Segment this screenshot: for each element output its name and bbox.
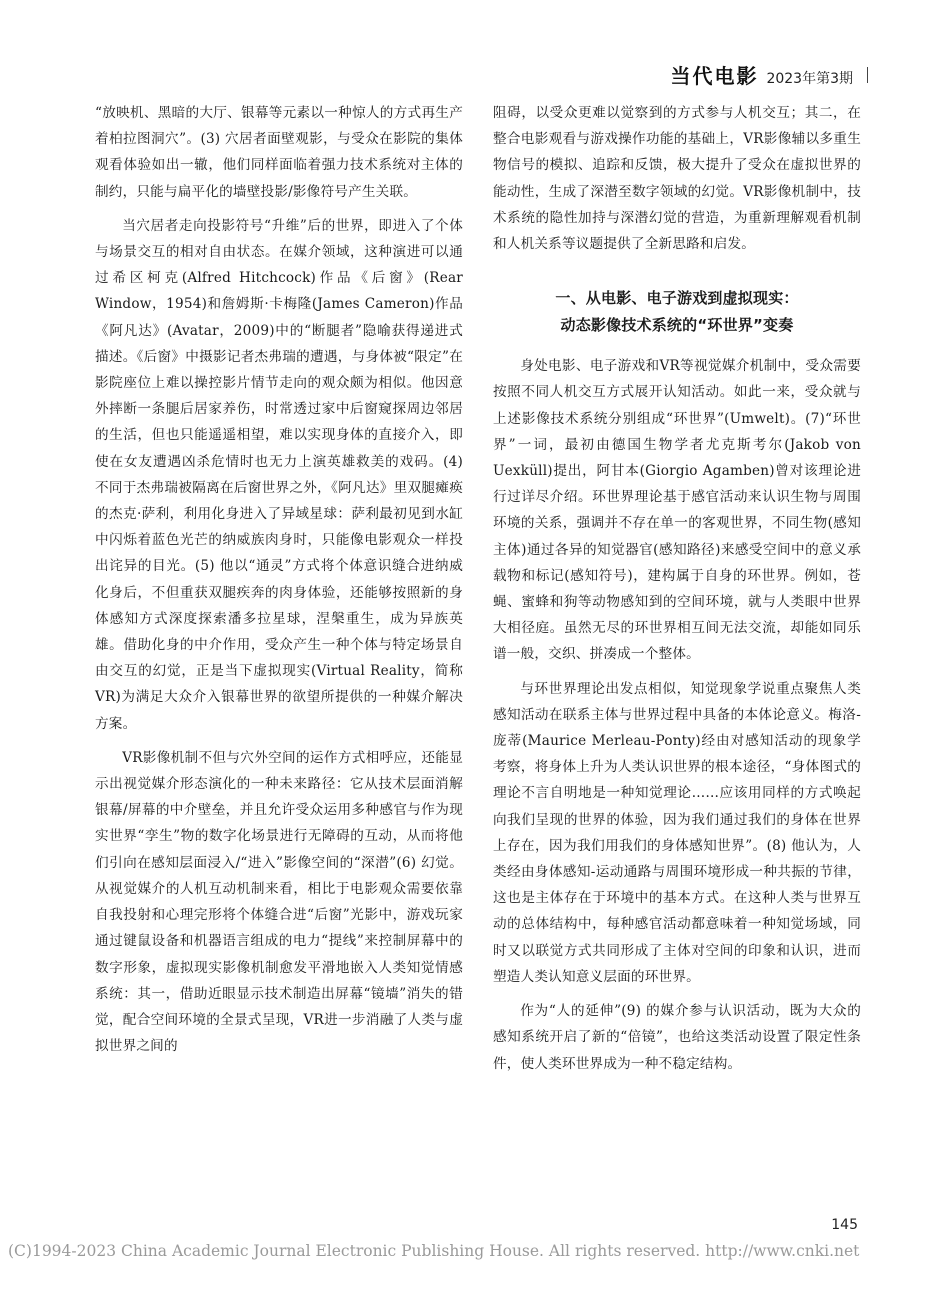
right-column: [493, 100, 861, 1085]
paragraph: 与环世界理论出发点相似，知觉现象学说重点聚焦人类感知活动在联系主体与世界过程中具备的本体论意义。梅洛-庞蒂(Maurice Merleau-Ponty)经由对感知活动的现象学考察，将身体上升为人类认识世界的根本途径，“身体图式的理论不言自明地是一种知觉理论……应该用同样的方式唤起向我们呈现的世界的体验，因为我们通过我们的身体在世界上存在，因为我们用我们的身体感知世界”。(8) 他认为，人类经由身体感知-运动通路与周围环境形成一种共振的节律，这也是主体存在于环境中的基本方式。在这种人类与世界互动的总体结构中，每种感官活动都意味着一种知觉场域，同时又以联觉方式共同形成了主体对空间的印象和认识，进而塑造人类认知意义层面的环世界。: [493, 680, 861, 985]
paragraph: 身处电影、电子游戏和VR等视觉媒介机制中，受众需要按照不同人机交互方式展开认知活动。如此一来，受众就与上述影像技术系统分别组成“环世界”(Umwelt)。(7)“环世界”一词，最初由德国生物学者尤克斯考尔(Jakob von Uexküll)提出，阿甘本(Giorgio Agamben)曾对该理论进行过详尽介绍。环世界理论基于感官活动来认识生物与周围环境的关系，强调并不存在单一的客观世界，不同生物(感知主体)通过各异的知觉器官(感知路径)来感受空间中的意义承载物和标记(感知符号)，建构属于自身的环世界。例如，苍蝇、蜜蜂和狗等动物感知到的空间环境，就与人类眼中世界大相径庭。虽然无尽的环世界相互间无法交流，却能如同乐谱一般，交织、拼凑成一个整体。: [493, 358, 861, 663]
issue-label: 2023年第3期: [766, 71, 853, 87]
paragraph-continuation: 阻碍，以受众更难以觉察到的方式参与人机交互；其二，在整合电影观看与游戏操作功能的基础上，VR影像辅以多重生物信号的模拟、追踪和反馈，极大提升了受众在虚拟世界的能动性，生成了深潜至数字领域的幻觉。VR影像机制中，技术系统的隐性加持与深潜幻觉的营造，为重新理解观看机制和人机关系等议题提供了全新思路和启发。: [493, 105, 861, 253]
paragraph: 当穴居者走向投影符号“升维”后的世界，即进入了个体与场景交互的相对自由状态。在媒介领域，这种演进可以通过希区柯克(Alfred Hitchcock)作品《后窗》(Rear Window，1954)和詹姆斯·卡梅隆(James Cameron)作品《阿凡达》(Avatar，2009)中的“断腿者”隐喻获得递进式描述。《后窗》中摄影记者杰弗瑞的遭遇，与身体被“限定”在影院座位上难以操控影片情节走向的观众颇为相似。他因意外摔断一条腿后居家养伤，时常透过家中后窗窥探周边邻居的生活，但也只能遥遥相望，难以实现身体的直接介入，即使在女友遭遇凶杀危情时也无力上演英雄救美的戏码。(4) 不同于杰弗瑞被隔离在后窗世界之外，《阿凡达》里双腿瘫痪的杰克·萨利，利用化身进入了异域星球：萨利最初见到水缸中闪烁着蓝色光芒的纳威族肉身时，只能像电影观众一样投出诧异的目光。(5) 他以“通灵”方式将个体意识缝合进纳威化身后，不但重获双腿疾奔的肉身体验，还能够按照新的身体感知方式深度探索潘多拉星球，涅槃重生，成为异族英雄。借助化身的中介作用，受众产生一种个体与特定场景自由交互的幻觉，正是当下虚拟现实(Virtual Reality，简称VR)为满足大众介入银幕世界的欲望所提供的一种媒介解决方案。: [95, 217, 463, 732]
paragraph: 作为“人的延伸”(9) 的媒介参与认识活动，既为大众的感知系统开启了新的“倍镜”，也给这类活动设置了限定性条件，使人类环世界成为一种不稳定结构。: [493, 1003, 861, 1072]
journal-name: 当代电影: [670, 64, 759, 88]
section-heading: [493, 285, 861, 339]
left-column: [95, 100, 463, 1067]
section-heading-line1: 一、从电影、电子游戏到虚拟现实：: [555, 289, 799, 308]
running-header: [670, 60, 868, 89]
section-heading-line2: 动态影像技术系统的“环世界”变奏: [560, 316, 794, 335]
header-divider: [867, 67, 868, 83]
copyright-footer: (C)1994-2023 China Academic Journal Electronic Publishing House. All rights reserved. http://www.cnki.net: [8, 1242, 860, 1260]
paragraph: VR影像机制不但与穴外空间的运作方式相呼应，还能显示出视觉媒介形态演化的一种未来路径：它从技术层面消解银幕/屏幕的中介壁垒，并且允许受众运用多种感官与作为现实世界“孪生”物的数字化场景进行无障碍的互动，从而将他们引向在感知层面浸入/“进入”影像空间的“深潜”(6) 幻觉。从视觉媒介的人机互动机制来看，相比于电影观众需要依靠自我投射和心理完形将个体缝合进“后窗”光影中，游戏玩家通过键鼠设备和机器语言组成的电力“提线”来控制屏幕中的数字形象，虚拟现实影像机制愈发平滑地嵌入人类知觉情感系统：其一，借助近眼显示技术制造出屏幕“镜墙”消失的错觉，配合空间环境的全景式呈现，VR进一步消融了人类与虚拟世界之间的: [95, 749, 463, 1055]
paragraph: “放映机、黑暗的大厅、银幕等元素以一种惊人的方式再生产着柏拉图洞穴”。(3) 穴居者面壁观影，与受众在影院的集体观看体验如出一辙，他们同样面临着强力技术系统对主体的制约，只能与扁平化的墙壁投影/影像符号产生关联。: [95, 105, 463, 200]
page-number: 145: [831, 1217, 858, 1233]
